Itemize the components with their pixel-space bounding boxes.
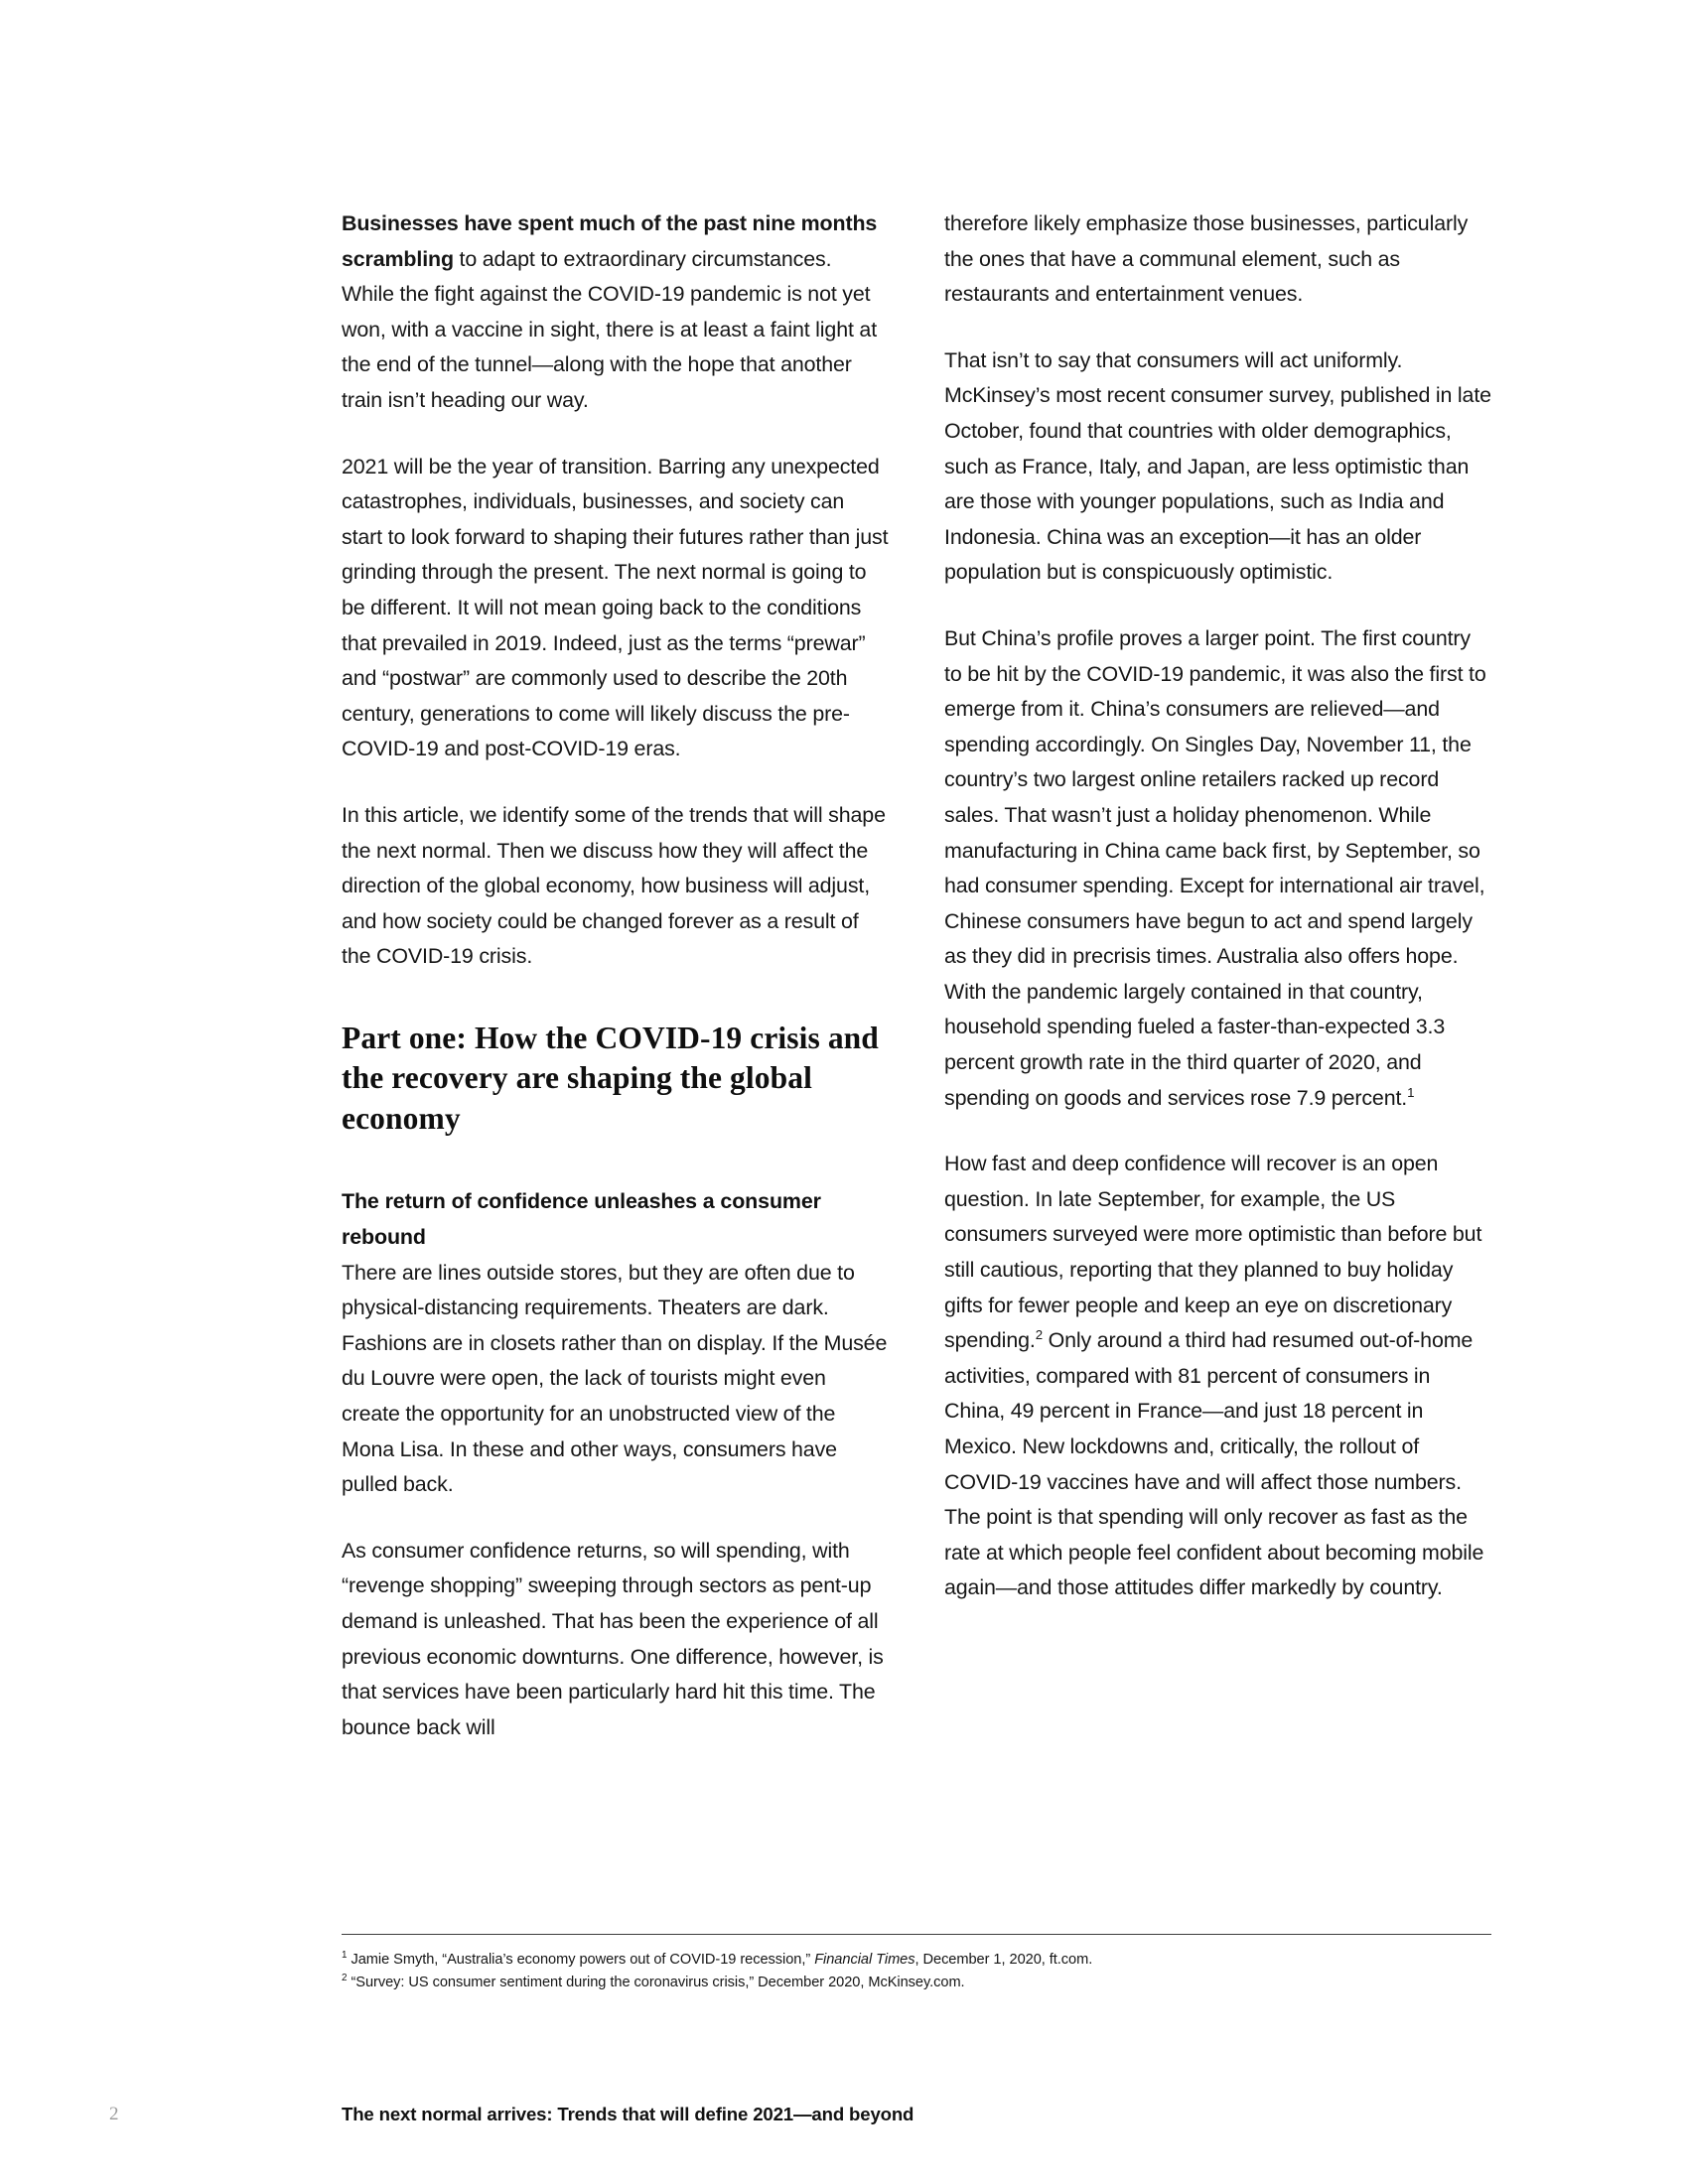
page-number: 2 xyxy=(109,2104,119,2124)
part-one-heading: Part one: How the COVID-19 crisis and the recovery are shaping the global economy xyxy=(342,1020,879,1136)
paragraph-communal-businesses: therefore likely emphasize those businesses, particularly the ones that have a communal element, such as restaurants and entertainment venues. xyxy=(944,211,1469,307)
footnote-1-marker: 1 xyxy=(342,1950,348,1962)
paragraph-confidence-text-b: Only around a third had resumed out-of-home activities, compared with 81 percent of consumers in China, 49 percent in France—and just 18 percent in Mexico. New lockdowns and, critically, the rollout of COVID-19 vaccines have and will affect those numbers. The point is that spending will only recover as fast as the rate at which people feel confident about becoming mobile again—and those attitudes differ markedly by country. xyxy=(944,1328,1484,1600)
paragraph-consumer-survey: That isn’t to say that consumers will act uniformly. McKinsey’s most recent consumer survey, published in late October, found that countries with older demographics, such as France, Italy, and Japan, are less optimistic than are those with younger populations, such as India and Indonesia. China was an exception—it has an older population but is conspicuously optimistic. xyxy=(944,347,1491,585)
footnote-1-publication: Financial Times xyxy=(814,1952,915,1968)
subhead-consumer-rebound: The return of confidence unleashes a consumer rebound xyxy=(342,1189,821,1249)
footnote-2-marker: 2 xyxy=(342,1973,348,1984)
paragraph-lead-in: Businesses have spent much of the past nine months scrambling xyxy=(342,211,878,271)
paragraph-china-profile xyxy=(944,621,1491,1116)
paragraph-confidence-text-a: How fast and deep confidence will recover is an open question. In late September, for example, the US consumers surveyed were more optimistic than before but still cautious, reporting that they planned to buy holiday gifts for fewer people and keep an eye on discretionary spending. xyxy=(944,1152,1482,1353)
footnote-marker-1[interactable]: 1 xyxy=(1407,1084,1415,1100)
paragraph-intro xyxy=(342,206,889,419)
footnote-1-text-before: Jamie Smyth, “Australia’s economy powers out of COVID-19 recession,” xyxy=(347,1952,815,1968)
paragraph-china-text: But China’s profile proves a larger point. The first country to be hit by the COVID-19 pandemic, it was also the first to emerge from it. China’s consumers are relieved—and spending accordingly. On Singles Day, November 11, the country’s two largest online retailers racked up record sales. That wasn’t just a holiday phenomenon. While manufacturing in China came back first, by September, so had consumer spending. Except for international air travel, Chinese consumers have begun to act and spend largely as they did in precrisis times. Australia also offers hope. With the pandemic largely contained in that country, household spending fueled a faster-than-expected 3.3 percent growth rate in the third quarter of 2020, and spending on goods and services rose 7.9 percent. xyxy=(944,625,1486,1110)
footnote-marker-2[interactable]: 2 xyxy=(1035,1327,1043,1343)
two-column-body xyxy=(342,206,1491,1745)
footnote-divider xyxy=(342,1934,1491,1935)
footnote-1 xyxy=(342,1949,1491,1972)
page-footer xyxy=(0,2101,1688,2140)
paragraph-article-overview: In this article, we identify some of the trends that will shape the next normal. Then we discuss how they will affect the direction of the global economy, how business will adjust, and how society could be changed forever as a result of the COVID-19 crisis. xyxy=(342,802,886,969)
paragraph-confidence-recovery xyxy=(944,1147,1491,1606)
paragraph-intro-rest: to adapt to extraordinary circumstances. While the fight against the COVID-19 pandemic is not yet won, with a vaccine in sight, there is at least a faint light at the end of the tunnel—along with the hope that another train isn’t heading our way. xyxy=(342,246,878,412)
paragraph-revenge-shopping: As consumer confidence returns, so will spending, with “revenge shopping” sweeping through sectors as pent-up demand is unleashed. That has been the experience of all previous economic downturns. One difference, however, is that services have been particularly hard hit this time. The bounce back will xyxy=(342,1538,884,1739)
footnote-2-text-before: “Survey: US consumer sentiment during the coronavirus crisis,” December 2020, McKinsey.com. xyxy=(347,1975,965,1990)
footnote-2 xyxy=(342,1972,1491,1994)
footnote-1-text-after: , December 1, 2020, ft.com. xyxy=(914,1952,1093,1968)
paragraph-transition-year: 2021 will be the year of transition. Barring any unexpected catastrophes, individuals, businesses, and society can start to look forward to shaping their futures rather than just grinding through the present. The next normal is going to be different. It will not mean going back to the conditions that prevailed in 2019. Indeed, just as the terms “prewar” and “postwar” are commonly used to describe the 20th century, generations to come will likely discuss the pre-COVID-19 and post-COVID-19 eras. xyxy=(342,454,889,761)
footnotes-section xyxy=(342,1934,1491,1994)
footer-document-title: The next normal arrives: Trends that will define 2021—and beyond xyxy=(342,2104,914,2124)
paragraph-lines-outside-stores: There are lines outside stores, but they are often due to physical-distancing requirements. Theaters are dark. Fashions are in closets rather than on display. If the Musée du Louvre were open, the lack of tourists might even create the opportunity for an unobstructed view of the Mona Lisa. In these and other ways, consumers have pulled back. xyxy=(342,1260,888,1497)
left-column xyxy=(342,206,889,1745)
right-column xyxy=(944,206,1491,1606)
